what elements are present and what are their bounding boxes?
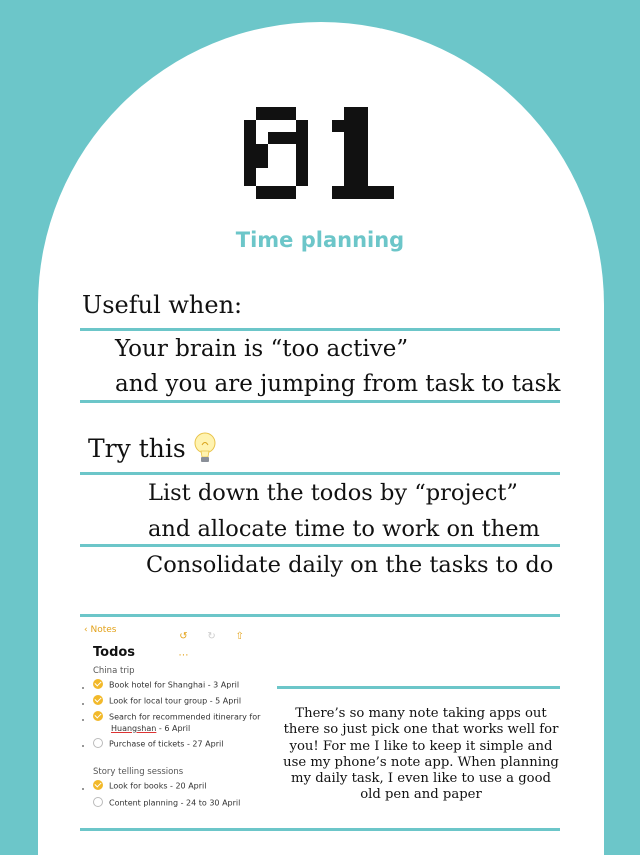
item-text-continued bbox=[111, 724, 190, 733]
checked-circle-icon[interactable] bbox=[93, 695, 103, 705]
item-text: Search for recommended itinerary for bbox=[109, 712, 261, 722]
item-text: Book hotel for Shanghai - 3 April bbox=[109, 680, 240, 690]
divider bbox=[80, 400, 560, 403]
divider bbox=[80, 828, 560, 831]
item-text: Look for local tour group - 5 April bbox=[109, 696, 242, 706]
unchecked-circle-icon[interactable] bbox=[93, 738, 103, 748]
section-title: Time planning bbox=[235, 228, 405, 252]
item-text: Look for books - 20 April bbox=[109, 781, 207, 791]
item-text: - 6 April bbox=[156, 724, 191, 733]
section-heading: Story telling sessions bbox=[93, 767, 184, 777]
divider bbox=[80, 614, 560, 617]
lightbulb-icon bbox=[192, 431, 218, 465]
misspelled-word: Huangshan bbox=[111, 724, 157, 733]
try-this-label: Try this bbox=[88, 434, 186, 463]
try-line: List down the todos by “project” bbox=[148, 480, 518, 506]
bullet-dot bbox=[82, 788, 84, 790]
list-item[interactable] bbox=[93, 712, 260, 722]
checked-circle-icon[interactable] bbox=[93, 711, 103, 721]
divider bbox=[80, 544, 560, 547]
checked-circle-icon[interactable] bbox=[93, 679, 103, 689]
item-text: Purchase of tickets - 27 April bbox=[109, 739, 224, 749]
bullet-dot bbox=[82, 745, 84, 747]
more-icon[interactable]: ⋯ bbox=[178, 650, 189, 661]
back-label: Notes bbox=[90, 625, 117, 635]
bullet-dot bbox=[82, 719, 84, 721]
bullet-dot bbox=[82, 687, 84, 689]
pixel-number-01 bbox=[0, 0, 640, 220]
unchecked-circle-icon[interactable] bbox=[93, 797, 103, 807]
list-item[interactable] bbox=[93, 781, 206, 791]
redo-icon[interactable]: ↻ bbox=[207, 631, 216, 642]
try-line: Consolidate daily on the tasks to do bbox=[146, 552, 554, 578]
divider bbox=[277, 686, 560, 689]
divider bbox=[80, 472, 560, 475]
undo-icon[interactable]: ↺ bbox=[179, 631, 188, 642]
bullet-dot bbox=[82, 703, 84, 705]
list-item[interactable] bbox=[93, 696, 241, 706]
section-heading: China trip bbox=[93, 666, 135, 676]
list-item[interactable] bbox=[93, 798, 240, 808]
useful-line: Your brain is “too active” bbox=[115, 336, 409, 362]
chevron-left-icon: ‹ bbox=[84, 625, 88, 635]
useful-line: and you are jumping from task to task bbox=[115, 371, 561, 397]
notes-app-screenshot bbox=[82, 618, 278, 818]
notes-back-button[interactable] bbox=[84, 625, 116, 635]
share-icon[interactable]: ⇧ bbox=[235, 631, 244, 642]
tip-paragraph: There’s so many note taking apps out there so just pick one that works well for you! For me I like to keep it simple and use my phone’s note app. When planning my daily task, I even like to use a good old pen and paper bbox=[283, 706, 559, 803]
list-item[interactable] bbox=[93, 739, 223, 749]
useful-when-label: Useful when: bbox=[82, 291, 243, 319]
note-title: Todos bbox=[93, 645, 136, 660]
list-item[interactable] bbox=[93, 680, 239, 690]
divider bbox=[80, 328, 560, 331]
checked-circle-icon[interactable] bbox=[93, 780, 103, 790]
try-line: and allocate time to work on them bbox=[148, 516, 540, 542]
item-text: Content planning - 24 to 30 April bbox=[109, 798, 241, 808]
